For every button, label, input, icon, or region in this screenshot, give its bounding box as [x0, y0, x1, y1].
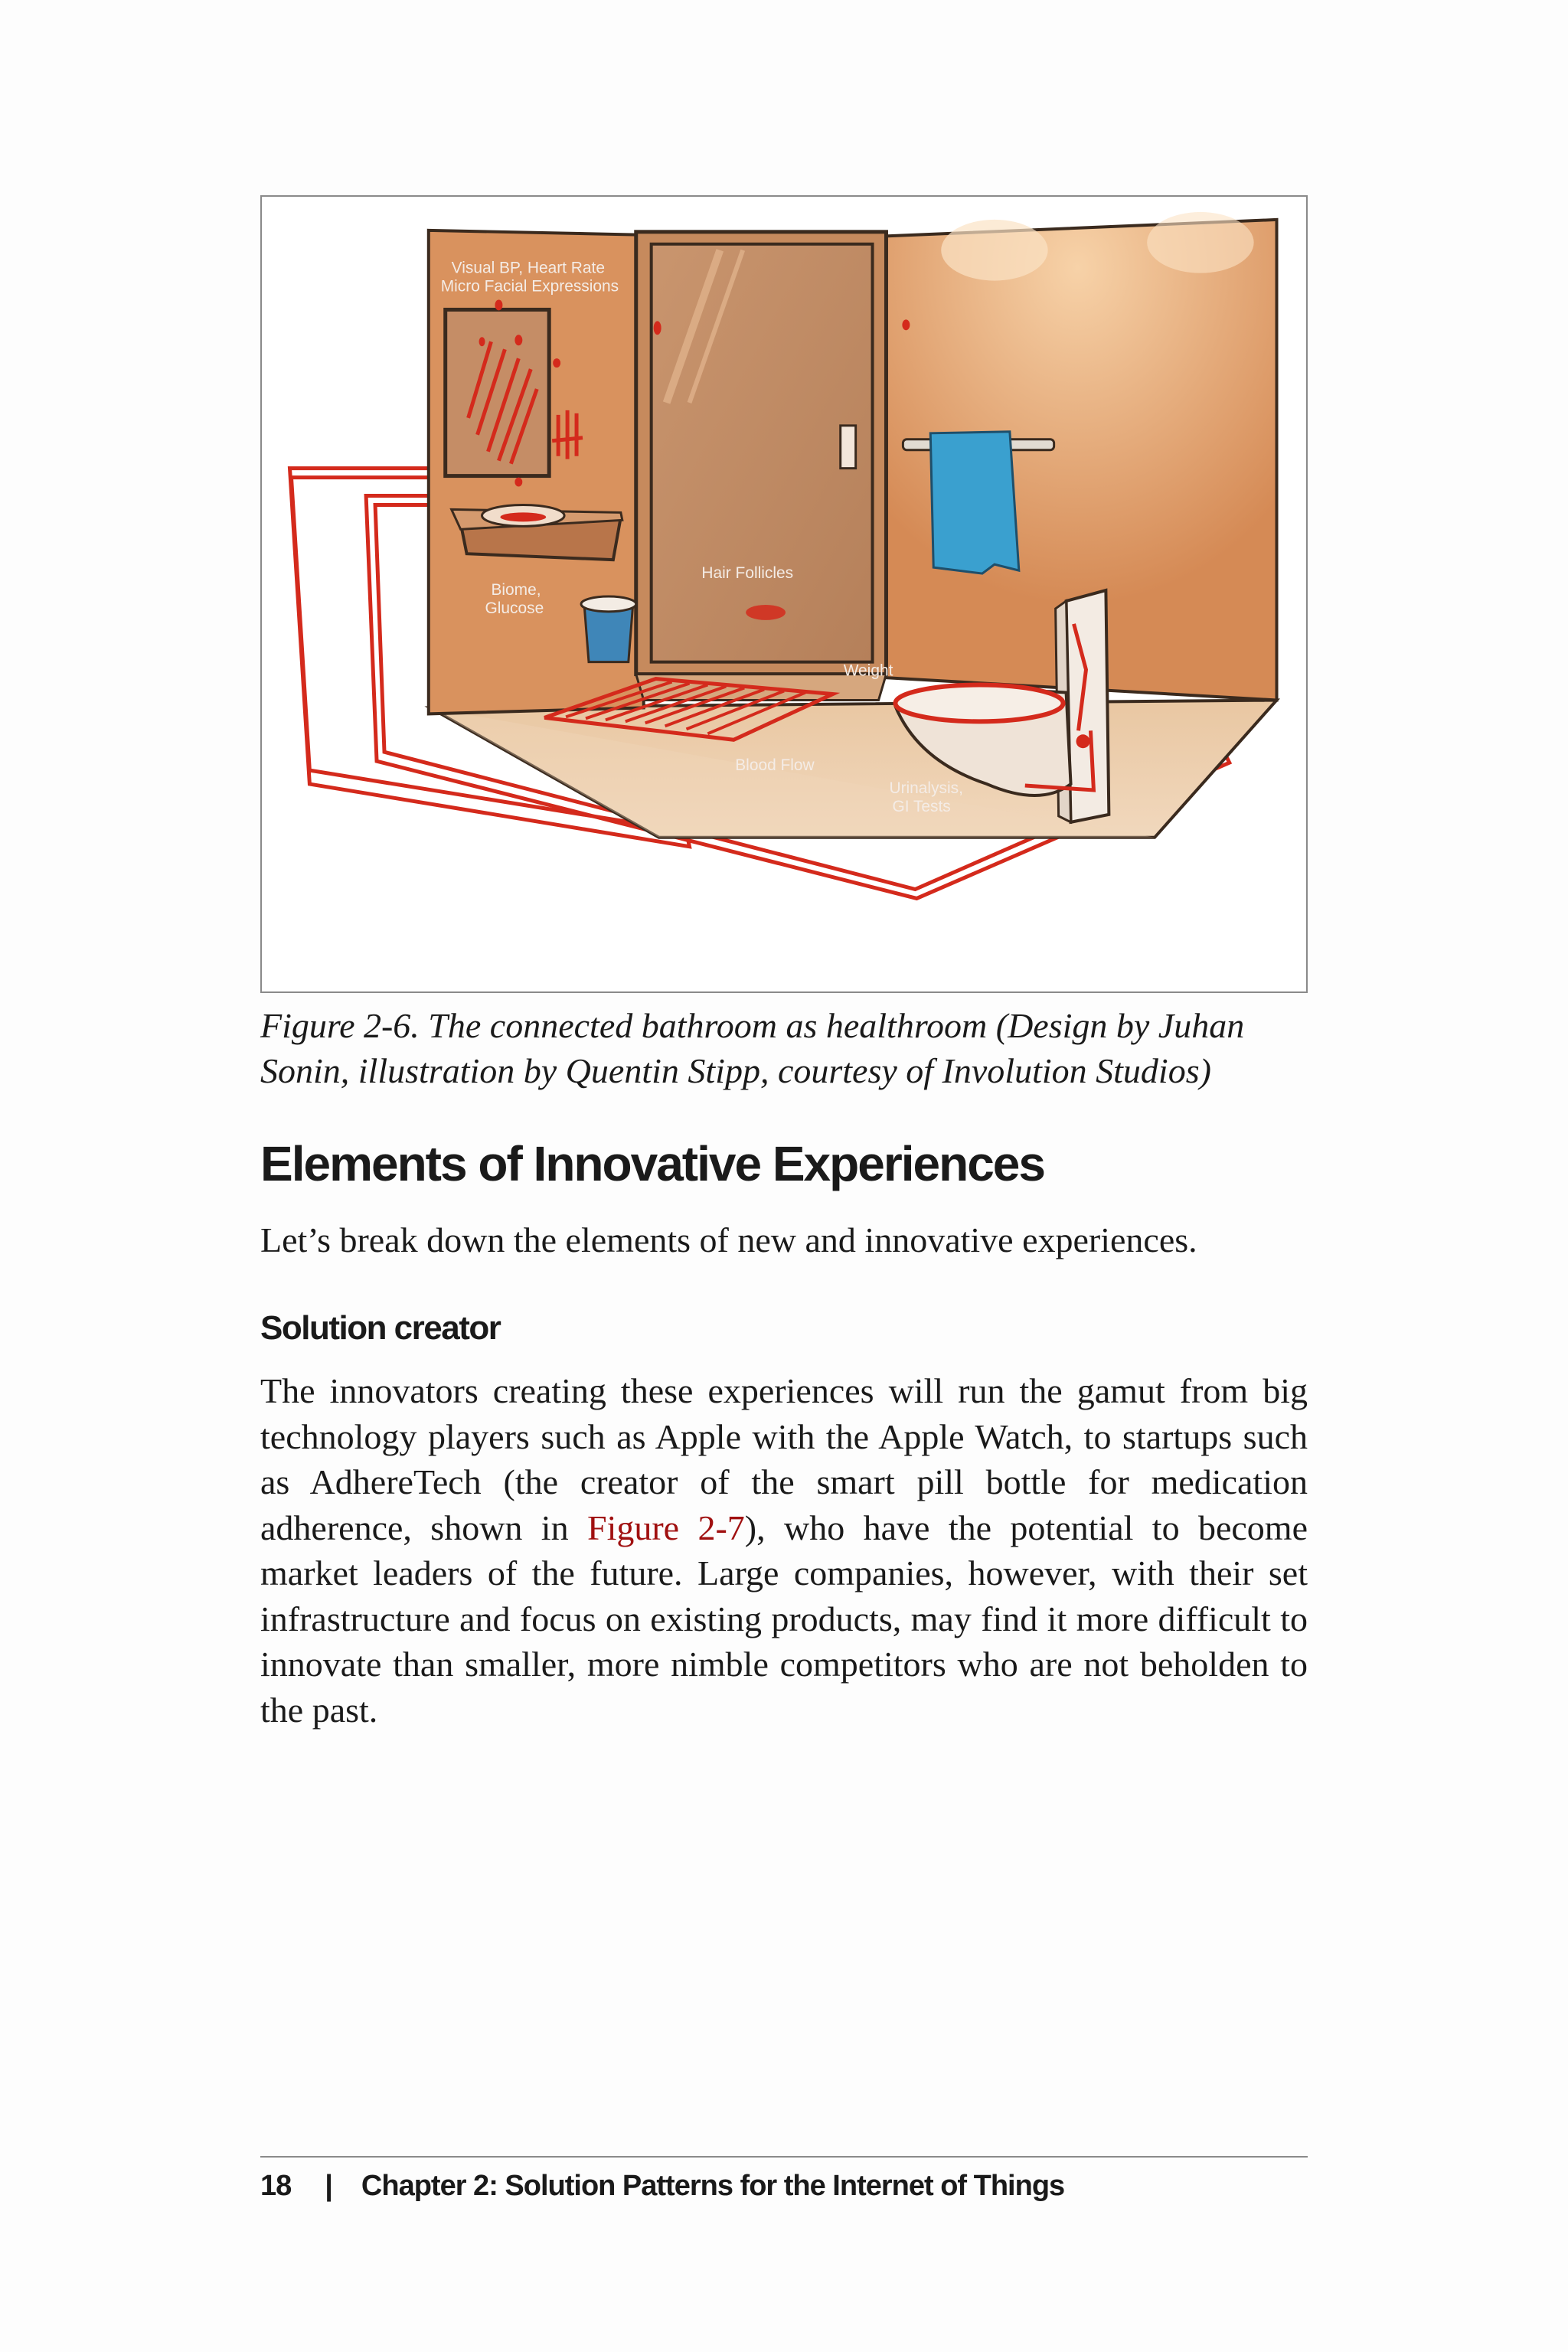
- label-urinalysis: Urinalysis,: [889, 779, 963, 797]
- label-glucose: Glucose: [485, 599, 544, 617]
- label-biome: Biome,: [491, 580, 541, 599]
- page-number: 18: [260, 2170, 292, 2202]
- figure-illustration: [260, 195, 1308, 993]
- label-gi-tests: GI Tests: [892, 797, 951, 815]
- chapter-title: Chapter 2: Solution Patterns for the Internet of Things: [361, 2170, 1065, 2202]
- page-footer: [260, 2167, 1308, 2205]
- body-paragraph: [260, 1368, 1308, 1733]
- label-hair-follicles: Hair Follicles: [701, 564, 794, 583]
- toothbrush-holder: [552, 410, 583, 459]
- figure-2-7-link[interactable]: Figure 2-7: [586, 1508, 745, 1547]
- sink: [452, 505, 622, 560]
- label-blood-flow: Blood Flow: [735, 756, 815, 775]
- subsection-heading: Solution creator: [260, 1309, 501, 1347]
- connected-bathroom-illustration: [262, 197, 1306, 991]
- trash-can: [581, 596, 636, 662]
- section-heading: Elements of Innovative Experiences: [260, 1136, 1044, 1191]
- paragraph-text-end: ), who have the potential to become market leaders of the future. Large companies, however, with their set infrastructure and focus on existing products, may find it more difficult to innovate than smaller, more nimble competitors who are not beholden to the past.: [260, 1508, 1308, 1730]
- footer-divider: [260, 2156, 1308, 2158]
- shower-stall: [636, 232, 887, 701]
- label-visual-bp: Visual BP, Heart Rate: [451, 259, 605, 277]
- label-weight: Weight: [843, 662, 893, 680]
- label-facial-expressions: Micro Facial Expressions: [440, 277, 619, 296]
- paragraph-text-start: The innovators creating these experiences will run the gamut from big technology players such as Apple with the Apple Watch, to startups such as AdhereTech (the creator of the smart pill bottle for medication adherence, shown in: [260, 1371, 1308, 1547]
- section-intro: Let’s break down the elements of new and innovative experiences.: [260, 1220, 1197, 1259]
- figure-caption: Figure 2-6. The connected bathroom as healthroom (Design by Juhan Sonin, illustration by Quentin Stipp, courtesy of Involution Studios): [260, 1006, 1245, 1090]
- mirror: [446, 309, 549, 475]
- footer-separator: |: [325, 2170, 332, 2202]
